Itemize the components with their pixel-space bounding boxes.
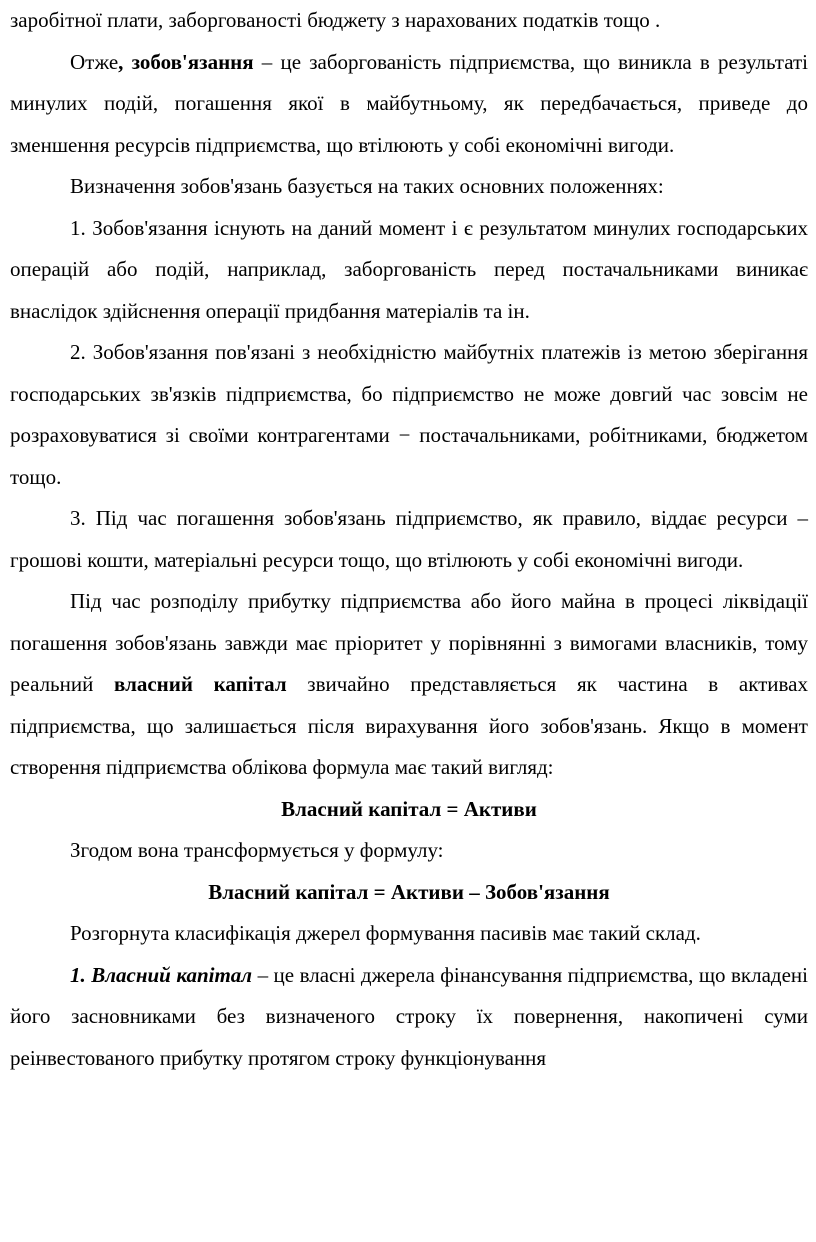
list-item-1: 1. Зобов'язання існують на даний момент і є результатом минулих господарських операцій або подій, наприклад, заборгованість перед постачальниками виникає внаслідок здійснення операції придбання матеріалів та ін. — [10, 215, 808, 323]
paragraph-classification: Розгорнута класифікація джерел формування пасивів має такий склад. — [70, 921, 701, 945]
text-segment: Під час розподілу прибутку підприємства або його майна в процесі ліквідації погашення зобов'язань завжди має пріоритет у порівнянні з вимогами власників, тому реальний — [10, 589, 808, 696]
text-segment: – це заборгованість підприємства, що виникла в результаті минулих подій, погашення якої в майбутньому, як передбачається, приведе до зменшення ресурсів підприємства, що втілюють у собі економічні вигоди. — [10, 49, 808, 157]
paragraph-definition — [10, 42, 808, 167]
text-segment: Отже — [70, 49, 119, 74]
term-liabilities: , зобов'язання — [118, 49, 254, 74]
text-segment: звичайно представляється як частина в активах підприємства, що залишається після вирахування його зобов'язань. Якщо в момент створення підприємства облікова формула має такий вигляд: — [10, 672, 809, 779]
term-equity: власний капітал — [114, 672, 287, 696]
paragraph-transform: Згодом вона трансформується у формулу: — [70, 838, 444, 862]
paragraph-own-capital — [10, 955, 808, 1080]
text-segment: – це власні джерела фінансування підприємства, що вкладені його засновниками без визначеного строку їх повернення, накопичені суми реінвестованого прибутку протягом строку функціонування — [10, 962, 808, 1070]
formula-1: Власний капітал = Активи — [281, 796, 537, 821]
paragraph-equity — [10, 581, 808, 789]
document-page — [10, 0, 808, 1079]
list-item-2: 2. Зобов'язання пов'язані з необхідністю майбутніх платежів із метою зберігання господарських зв'язків підприємства, бо підприємство не може довгий час зовсім не розраховуватися зі своїми контрагентами − постачальниками, робітниками, бюджетом тощо. — [10, 340, 808, 489]
formula-2: Власний капітал = Активи – Зобов'язання — [208, 879, 610, 904]
list-item-3: 3. Під час погашення зобов'язань підприємство, як правило, віддає ресурси – грошові кошти, матеріальні ресурси тощо, що втілюють у собі економічні вигоди. — [10, 506, 808, 572]
paragraph-intro-list: Визначення зобов'язань базується на таких основних положеннях: — [70, 174, 664, 198]
paragraph-continuation: заробітної плати, заборгованості бюджету з нарахованих податків тощо . — [10, 8, 661, 32]
term-own-capital: 1. Власний капітал — [70, 962, 253, 987]
